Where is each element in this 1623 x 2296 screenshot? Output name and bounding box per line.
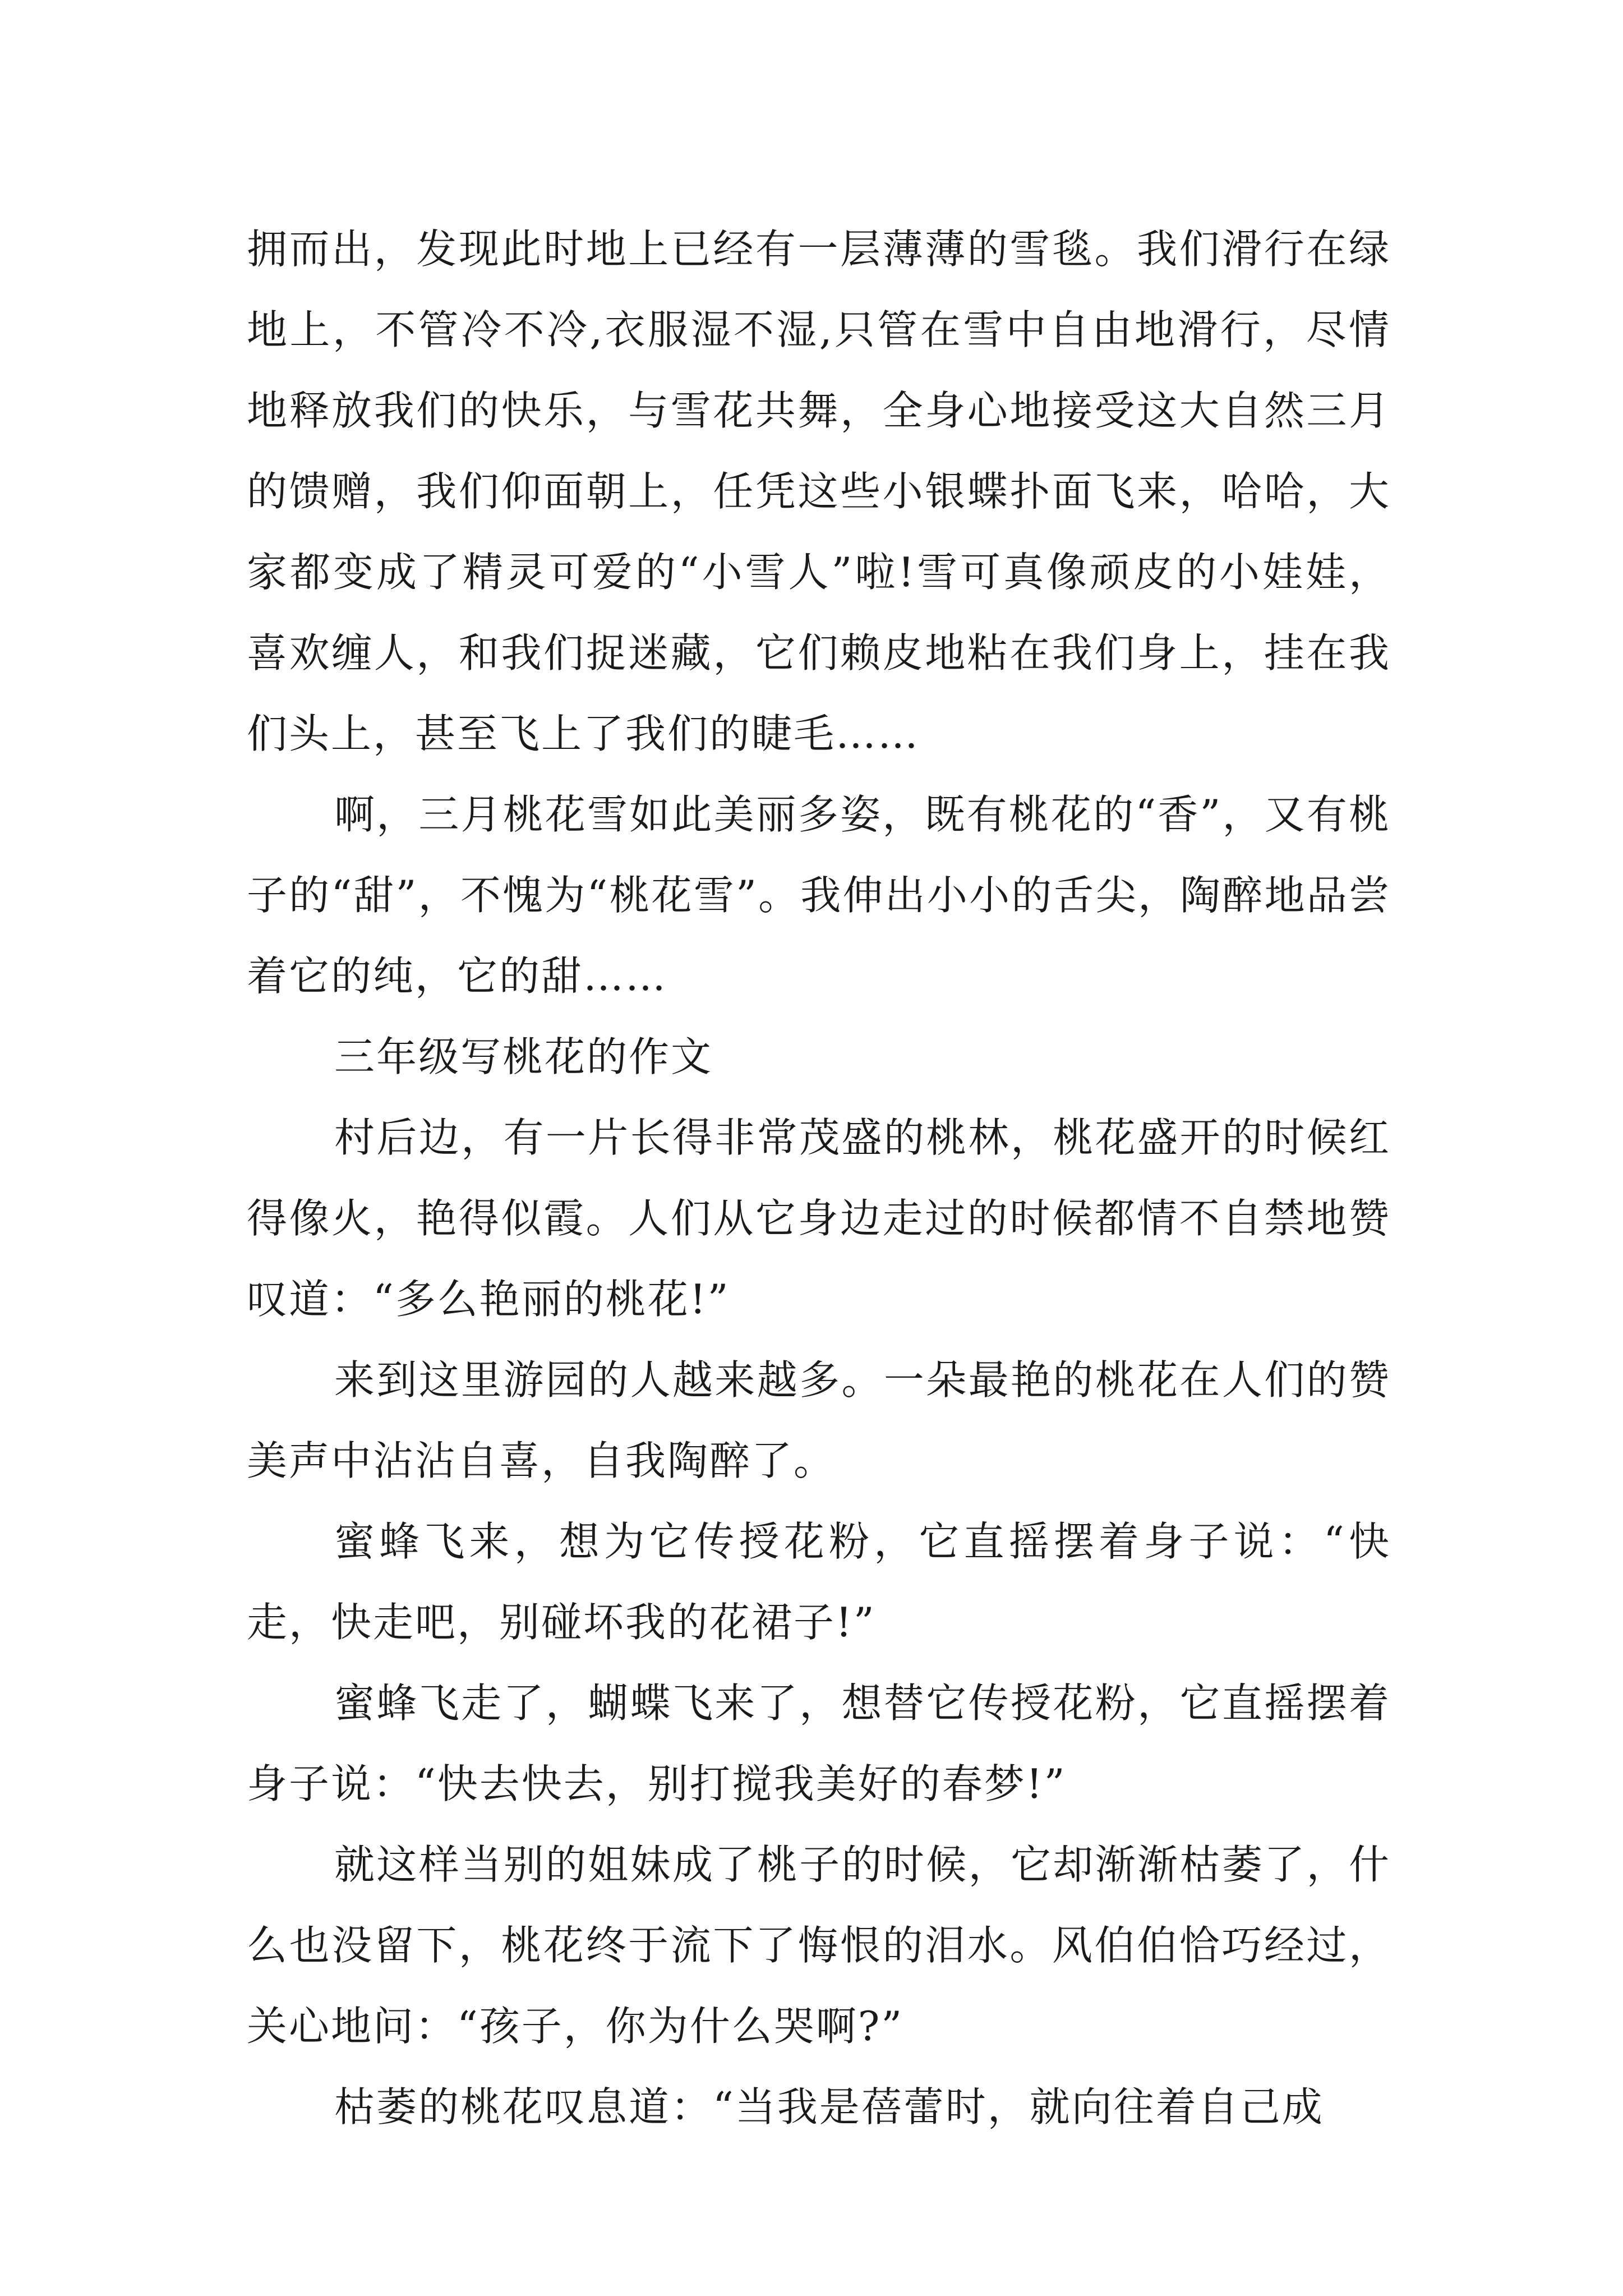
paragraph-7: 就这样当别的姐妹成了桃子的时候，它却渐渐枯萎了，什么也没留下，桃花终于流下了悔恨的泪水。风伯伯恰巧经过，关心地问：“孩子，你为什么哭啊?” <box>247 1841 1391 2050</box>
paragraph-1: 拥而出，发现此时地上已经有一层薄薄的雪毯。我们滑行在绿地上，不管冷不冷,衣服湿不湿,只管在雪中自由地滑行，尽情地释放我们的快乐，与雪花共舞，全身心地接受这大自然三月的馈赠，我们仰面朝上，任凭这些小银蝶扑面飞来，哈哈，大家都变成了精灵可爱的“小雪人”啦!雪可真像顽皮的小娃娃，喜欢缠人，和我们捉迷藏，它们赖皮地粘在我们身上，挂在我们头上，甚至飞上了我们的睫毛…… <box>247 226 1391 757</box>
paragraph-2: 啊，三月桃花雪如此美丽多姿，既有桃花的“香”，又有桃子的“甜”，不愧为“桃花雪”。我伸出小小的舌尖，陶醉地品尝着它的纯，它的甜…… <box>247 791 1391 1000</box>
paragraph-3: 村后边，有一片长得非常茂盛的桃林，桃花盛开的时候红得像火，艳得似霞。人们从它身边走过的时候都情不自禁地赞叹道：“多么艳丽的桃花!” <box>247 1114 1391 1323</box>
section-title: 三年级写桃花的作文 <box>334 1033 713 1080</box>
document-body <box>247 209 1391 2147</box>
paragraph-5: 蜜蜂飞来，想为它传授花粉，它直摇摆着身子说：“快走，快走吧，别碰坏我的花裙子!” <box>247 1518 1391 1646</box>
paragraph-6: 蜜蜂飞走了，蝴蝶飞来了，想替它传授花粉，它直摇摆着身子说：“快去快去，别打搅我美好的春梦!” <box>247 1680 1391 1807</box>
paragraph-4: 来到这里游园的人越来越多。一朵最艳的桃花在人们的赞美声中沾沾自喜，自我陶醉了。 <box>247 1356 1391 1484</box>
paragraph-8: 枯萎的桃花叹息道：“当我是蓓蕾时，就向往着自己成 <box>334 2083 1324 2131</box>
